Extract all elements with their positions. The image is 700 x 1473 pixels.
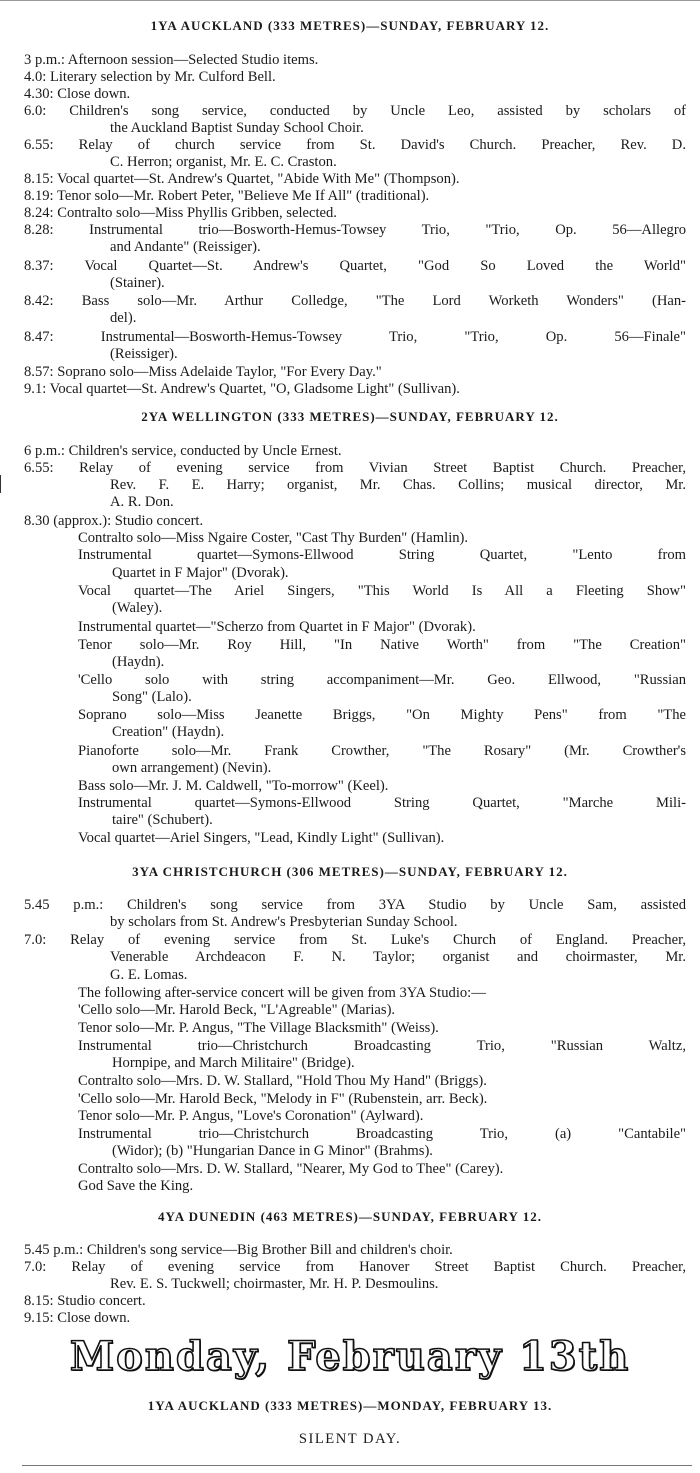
schedule-line-cont: Rev. F. E. Harry; organist, Mr. Chas. Collins; musical director, Mr. xyxy=(110,477,686,493)
schedule-line-cont: G. E. Lomas. xyxy=(110,967,188,983)
schedule-line: Tenor solo—Mr. P. Angus, "The Village Blacksmith" (Weiss). xyxy=(78,1020,439,1036)
margin-mark xyxy=(0,475,1,493)
schedule-line: Tenor solo—Mr. P. Angus, "Love's Coronation" (Aylward). xyxy=(78,1108,424,1124)
schedule-line: 6 p.m.: Children's service, conducted by Uncle Ernest. xyxy=(24,443,342,459)
schedule-line: 4.30: Close down. xyxy=(24,86,131,102)
schedule-line: 8.24: Contralto solo—Miss Phyllis Gribben, selected. xyxy=(24,205,337,221)
schedule-line-cont: by scholars from St. Andrew's Presbyterian Sunday School. xyxy=(110,914,458,930)
schedule-line: 8.47: Instrumental—Bosworth-Hemus-Towsey Trio, "Trio, Op. 56—Finale" xyxy=(24,329,686,345)
schedule-line-cont: the Auckland Baptist Sunday School Choir. xyxy=(110,120,364,136)
schedule-line-cont: Hornpipe, and March Militaire" (Bridge). xyxy=(112,1055,355,1071)
schedule-line-cont: (Widor); (b) "Hungarian Dance in G Minor" (Brahms). xyxy=(112,1143,433,1159)
schedule-line: Contralto solo—Mrs. D. W. Stallard, "Hold Thou My Hand" (Briggs). xyxy=(78,1073,487,1089)
schedule-line: Vocal quartet—The Ariel Singers, "This World Is All a Fleeting Show" xyxy=(78,583,686,599)
bottom-rule xyxy=(22,1465,692,1466)
schedule-line: 'Cello solo with string accompaniment—Mr. Geo. Ellwood, "Russian xyxy=(78,672,686,688)
schedule-line: 'Cello solo—Mr. Harold Beck, "Melody in F" (Rubenstein, arr. Beck). xyxy=(78,1091,488,1107)
day-title: Monday, February 13th xyxy=(69,1333,631,1380)
schedule-line: 5.45 p.m.: Children's song service—Big Brother Bill and children's choir. xyxy=(24,1242,453,1258)
section-heading-1ya: 1YA AUCKLAND (333 METRES)—SUNDAY, FEBRUARY 12. xyxy=(150,18,550,33)
schedule-line-cont: (Reissiger). xyxy=(110,346,178,362)
schedule-line-cont: del). xyxy=(110,310,137,326)
section-heading-4ya: 4YA DUNEDIN (463 METRES)—SUNDAY, FEBRUARY 12. xyxy=(158,1209,542,1224)
schedule-line: Pianoforte solo—Mr. Frank Crowther, "The Rosary" (Mr. Crowther's xyxy=(78,743,686,759)
schedule-line: 7.0: Relay of evening service from Hanover Street Baptist Church. Preacher, xyxy=(24,1259,686,1275)
schedule-line: 8.15: Vocal quartet—St. Andrew's Quartet, "Abide With Me" (Thompson). xyxy=(24,171,460,187)
schedule-line: The following after-service concert will be given from 3YA Studio:— xyxy=(78,985,486,1001)
schedule-line: 8.42: Bass solo—Mr. Arthur Colledge, "The Lord Worketh Wonders" (Han- xyxy=(24,293,686,309)
schedule-line-cont: Quartet in F Major" (Dvorak). xyxy=(112,565,289,581)
schedule-line: 5.45 p.m.: Children's song service from 3YA Studio by Uncle Sam, assisted xyxy=(24,897,686,913)
schedule-line: Contralto solo—Miss Ngaire Coster, "Cast Thy Burden" (Hamlin). xyxy=(78,530,469,546)
schedule-line: 8.19: Tenor solo—Mr. Robert Peter, "Believe Me If All" (traditional). xyxy=(24,188,430,204)
schedule-line: 6.55: Relay of evening service from Vivian Street Baptist Church. Preacher, xyxy=(24,460,686,476)
schedule-line: 'Cello solo—Mr. Harold Beck, "L'Agreable" (Marias). xyxy=(78,1002,396,1018)
top-rule xyxy=(0,0,700,2)
schedule-line-cont: Creation" (Haydn). xyxy=(112,724,225,740)
schedule-line: 9.1: Vocal quartet—St. Andrew's Quartet, "O, Gladsome Light" (Sullivan). xyxy=(24,381,460,397)
schedule-line-cont: (Haydn). xyxy=(112,654,165,670)
schedule-line: 6.55: Relay of church service from St. David's Church. Preacher, Rev. D. xyxy=(24,137,686,153)
schedule-line-cont: and Andante" (Reissiger). xyxy=(110,239,261,255)
schedule-line-cont: (Waley). xyxy=(112,600,163,616)
section-heading-3ya: 3YA CHRISTCHURCH (306 METRES)—SUNDAY, FEBRUARY 12. xyxy=(132,864,568,879)
schedule-line: Vocal quartet—Ariel Singers, "Lead, Kindly Light" (Sullivan). xyxy=(78,830,445,846)
schedule-line: Instrumental quartet—Symons-Ellwood String Quartet, "Lento from xyxy=(78,547,686,563)
schedule-line: 8.57: Soprano solo—Miss Adelaide Taylor, "For Every Day." xyxy=(24,364,382,380)
schedule-line: Instrumental trio—Christchurch Broadcasting Trio, "Russian Waltz, xyxy=(78,1038,686,1054)
schedule-line: 6.0: Children's song service, conducted by Uncle Leo, assisted by scholars of xyxy=(24,103,686,119)
schedule-line-cont: Song" (Lalo). xyxy=(112,689,192,705)
schedule-line: Instrumental trio—Christchurch Broadcasting Trio, (a) "Cantabile" xyxy=(78,1126,686,1142)
schedule-line: Soprano solo—Miss Jeanette Briggs, "On Mighty Pens" from "The xyxy=(78,707,686,723)
schedule-line-cont: own arrangement) (Nevin). xyxy=(112,760,272,776)
schedule-line: 8.15: Studio concert. xyxy=(24,1293,146,1309)
silent-day-note: SILENT DAY. xyxy=(298,1431,402,1447)
schedule-line-cont: C. Herron; organist, Mr. E. C. Craston. xyxy=(110,154,337,170)
schedule-line: Contralto solo—Mrs. D. W. Stallard, "Nearer, My God to Thee" (Carey). xyxy=(78,1161,504,1177)
schedule-line: Tenor solo—Mr. Roy Hill, "In Native Worth" from "The Creation" xyxy=(78,637,686,653)
schedule-line-cont: taire" (Schubert). xyxy=(112,812,213,828)
schedule-line-cont: A. R. Don. xyxy=(110,494,174,510)
schedule-line-cont: (Stainer). xyxy=(110,275,165,291)
section-heading-2ya: 2YA WELLINGTON (333 METRES)—SUNDAY, FEBRUARY 12. xyxy=(141,409,559,424)
schedule-line: 4.0: Literary selection by Mr. Culford Bell. xyxy=(24,69,276,85)
schedule-line-cont: Rev. E. S. Tuckwell; choirmaster, Mr. H. P. Desmoulins. xyxy=(110,1276,439,1292)
schedule-line: 9.15: Close down. xyxy=(24,1310,131,1326)
schedule-line: God Save the King. xyxy=(78,1178,194,1194)
schedule-line: 8.30 (approx.): Studio concert. xyxy=(24,513,204,529)
section-heading-monday-1ya: 1YA AUCKLAND (333 METRES)—MONDAY, FEBRUARY 13. xyxy=(147,1398,553,1413)
schedule-line: 3 p.m.: Afternoon session—Selected Studio items. xyxy=(24,52,319,68)
schedule-line: 8.37: Vocal Quartet—St. Andrew's Quartet, "God So Loved the World" xyxy=(24,258,686,274)
schedule-line: 8.28: Instrumental trio—Bosworth-Hemus-Towsey Trio, "Trio, Op. 56—Allegro xyxy=(24,222,686,238)
schedule-line: Bass solo—Mr. J. M. Caldwell, "To-morrow" (Keel). xyxy=(78,778,389,794)
schedule-line-cont: Venerable Archdeacon F. N. Taylor; organist and choirmaster, Mr. xyxy=(110,949,686,965)
schedule-line: Instrumental quartet—"Scherzo from Quartet in F Major" (Dvorak). xyxy=(78,619,476,635)
schedule-line: 7.0: Relay of evening service from St. Luke's Church of England. Preacher, xyxy=(24,932,686,948)
schedule-line: Instrumental quartet—Symons-Ellwood String Quartet, "Marche Mili- xyxy=(78,795,686,811)
